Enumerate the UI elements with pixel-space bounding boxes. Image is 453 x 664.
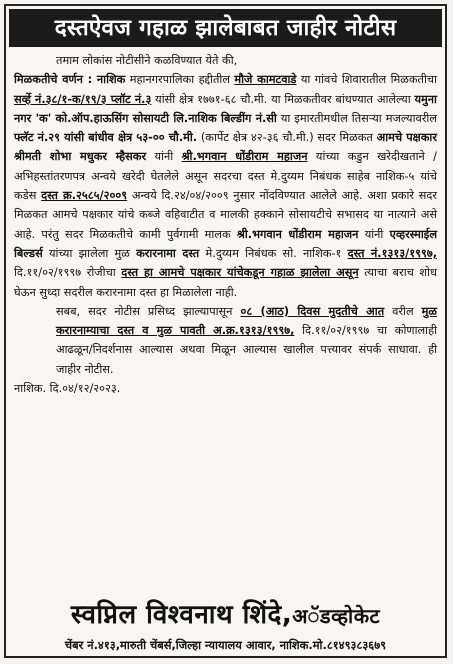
- notice-intro: तमाम लोकांस नोटीसीने कळविण्यात येते की,: [56, 54, 238, 67]
- client-name: आमचे पक्षकार श्रीमती शोभा मधुकर म्हैसकर: [14, 131, 437, 164]
- property-label: मिळकतीचे वर्णन : नाशिक: [14, 73, 126, 87]
- flat-number: फ्लॅट नं.२९: [14, 131, 60, 145]
- builder-name: एव्हरस्माईल बिल्डर्स: [14, 227, 438, 260]
- original-document-reference: मुळ करारनाम्याचा दस्त व मुळ पावती अ.क्र.१३१३/१९९७,: [56, 304, 437, 338]
- agreement-label: करारनामा दस्त: [136, 246, 200, 260]
- notice-body: [6, 47, 445, 398]
- previous-owner-name: श्री.भगवान धोंडीराम महाजन: [236, 227, 359, 241]
- deadline-period: ०८ (आठ) दिवस मुदतीचे आत: [240, 304, 385, 318]
- advocate-designation: अॅडव्होकेट: [292, 604, 381, 628]
- advocate-signature: [9, 600, 442, 631]
- lost-document-statement: दस्त हा आमचे पक्षकार यांचेकडून गहाळ झालेला असून: [121, 266, 359, 280]
- built-area: यांसी बांधीव क्षेत्र ५३-०० चौ.मी.: [59, 131, 198, 145]
- village-name: मौजे कामटवाडे: [234, 73, 297, 87]
- society-name: यमुना नगर 'क' को.ऑप.हाऊसिंग सोसायटी लि.नाशिक बिल्डींग नं.सी: [14, 92, 437, 125]
- seller-name: श्री.भगवान धोंडीराम महाजन: [181, 150, 308, 164]
- legal-notice: [4, 4, 447, 658]
- advocate-name: स्वप्निल विश्वनाथ शिंदे,: [70, 600, 293, 630]
- sale-deed-number: दस्त क्र.२५८५/२००९: [41, 189, 128, 203]
- contact-request-paragraph: सबब, सदर नोटीस प्रसिध्द झाल्यापासून ०८ (आठ) दिवस मुदतीचे आत वरील मुळ करारनाम्याचा दस्त व मुळ पावती अ.क्र.१३१३/१९९७, दि.११/०२/१९९७ चा कोणालाही आढळून/निदर्शनास आल्यास अथवा मिळून आल्यास खालील पत्त्यावर संपर्क साधावा. ही जाहीर नोटीस.: [56, 304, 438, 376]
- advocate-address: चेंबर नं.४१३,मारुती चेंबर्स,जिल्हा न्यायालय आवार, नाशिक.मो.८१४९३८३६७९: [64, 638, 387, 652]
- notice-title: दस्तऐवज गहाळ झालेबाबत जाहीर नोटीस: [9, 9, 442, 47]
- notice-date: नाशिक. दि.०४/१२/२०२३.: [14, 382, 121, 396]
- property-description-paragraph: मिळकतीचे वर्णन : नाशिक महानगरपालिका हद्दीतील मौजे कामटवाडे या गांवचे शिवारातील मिळकतीचा सर्व्हे नं.३८/१-क/१९/३ प्लॉट नं.३ यांसी क्षेत्र १७७१-६८ चौ.मी. या मिळकतीवर बांधण्यात आलेल्या यमुना नगर 'क' को.ऑप.हाऊसिंग सोसायटी लि.नाशिक बिल्डींग नं.सी या इमारतीमधील तिसऱ्या मजल्यावरील फ्लॅट नं.२९ यांसी बांधीव क्षेत्र ५३-०० चौ.मी. (कार्पेट क्षेत्र ४२-३६ चौ.मी.) सदर मिळकत आमचे पक्षकार श्रीमती शोभा मधुकर म्हैसकर यांनी श्री.भगवान धोंडीराम महाजन यांच्या कडुन खरेदीखताने /अभिहस्तांतरणपत्र अन्वये खरेदी घेतलेले असून सदरचा दस्त मे.दुय्यम निबंधक साहेब नाशिक-५ यांचे कडेस दस्त क्र.२५८५/२००९ अन्वये दि.२४/०४/२००९ नुसार नोंदविण्यात आलेले आहे. अशा प्रकारे सदर मिळकत आमचे पक्षकार यांचे कब्जे वहिवाटीत व मालकी हक्काने सोसायटीचे सभासद या नात्याने असे आहे. परंतु सदर मिळकतीचे कामी पुर्वगामी मालक श्री.भगवान धोंडीराम महाजन यांनी एव्हरस्माईल बिल्डर्स यांच्या झालेला मुळ करारनामा दस्त मे.दुय्यम निबंधक सो. नाशिक-१ दस्त नं.१३१३/१९९७, दि.११/०२/१९९७ रोजीचा दस्त हा आमचे पक्षकार यांचेकडून गहाळ झालेला असून त्याचा बराच शोध घेऊन सुध्दा सदरील करारनामा दस्त हा मिळालेला नाही.: [14, 73, 438, 299]
- agreement-deed-number: दस्त नं.१३१३/१९९७,: [347, 246, 437, 260]
- survey-number: सर्व्हे नं.३८/१-क/१९/३ प्लॉट नं.३: [14, 92, 152, 106]
